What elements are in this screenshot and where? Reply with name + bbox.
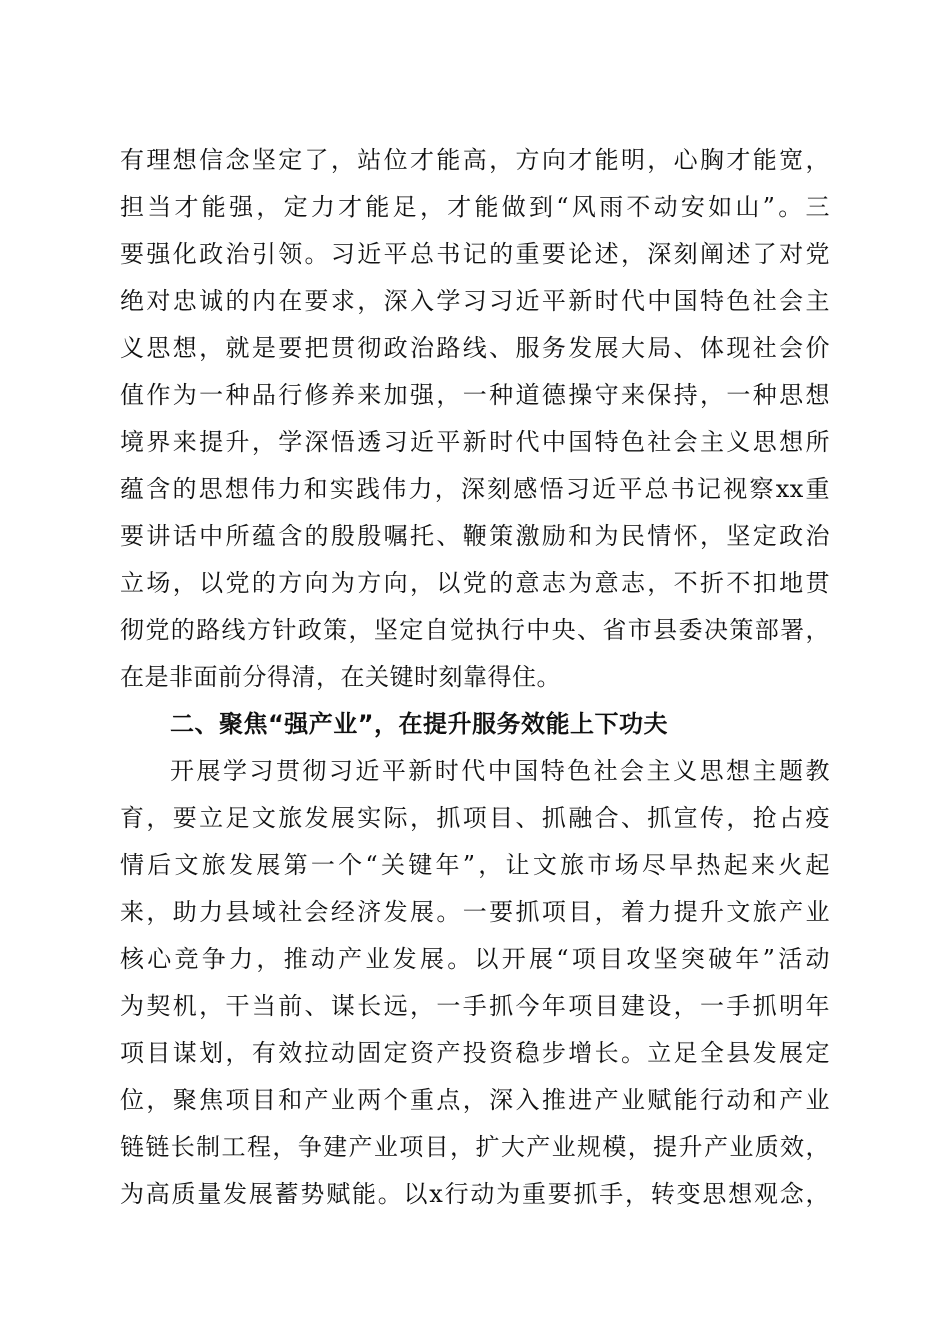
- text-line: 境界来提升，学深悟透习近平新时代中国特色社会主义思想所: [120, 428, 830, 456]
- text-line: 担当才能强，定力才能足，才能做到“风雨不动安如山”。三: [120, 193, 830, 221]
- text-line: 情后文旅发展第一个“关键年”，让文旅市场尽早热起来火起: [120, 851, 830, 879]
- text-line: 核心竞争力，推动产业发展。以开展“项目攻坚突破年”活动: [120, 945, 830, 973]
- paragraph-2: [120, 748, 830, 1218]
- text-line: 位，聚焦项目和产业两个重点，深入推进产业赋能行动和产业: [120, 1086, 830, 1114]
- paragraph-continued: [120, 137, 830, 701]
- text-line: 在是非面前分得清，在关键时刻靠得住。: [120, 663, 561, 691]
- text-line: 要强化政治引领。习近平总书记的重要论述，深刻阐述了对党: [120, 240, 830, 268]
- text-line: 项目谋划，有效拉动固定资产投资稳步增长。立足全县发展定: [120, 1039, 830, 1067]
- text-line: 立场，以党的方向为方向，以党的意志为意志，不折不扣地贯: [120, 569, 830, 597]
- text-line: 为高质量发展蓄势赋能。以x行动为重要抓手，转变思想观念，: [120, 1180, 830, 1208]
- text-line: 开展学习贯彻习近平新时代中国特色社会主义思想主题教: [170, 757, 830, 785]
- text-line: 值作为一种品行修养来加强，一种道德操守来保持，一种思想: [120, 381, 830, 409]
- text-line: 义思想，就是要把贯彻政治路线、服务发展大局、体现社会价: [120, 334, 830, 362]
- section-heading: 二、聚焦“强产业”，在提升服务效能上下功夫: [170, 710, 669, 738]
- text-line: 为契机，干当前、谋长远，一手抓今年项目建设，一手抓明年: [120, 992, 830, 1020]
- document-body: [120, 137, 830, 1218]
- text-line: 有理想信念坚定了，站位才能高，方向才能明，心胸才能宽，: [120, 146, 830, 174]
- text-line: 来，助力县域社会经济发展。一要抓项目，着力提升文旅产业: [120, 898, 830, 926]
- text-line: 要讲话中所蕴含的殷殷嘱托、鞭策激励和为民情怀，坚定政治: [120, 522, 830, 550]
- text-line: 绝对忠诚的内在要求，深入学习习近平新时代中国特色社会主: [120, 287, 830, 315]
- text-line: 育，要立足文旅发展实际，抓项目、抓融合、抓宣传，抢占疫: [120, 804, 830, 832]
- text-line: 彻党的路线方针政策，坚定自觉执行中央、省市县委决策部署，: [120, 616, 830, 644]
- text-line: 链链长制工程，争建产业项目，扩大产业规模，提升产业质效，: [120, 1133, 830, 1161]
- text-line: 蕴含的思想伟力和实践伟力，深刻感悟习近平总书记视察xx重: [120, 475, 830, 503]
